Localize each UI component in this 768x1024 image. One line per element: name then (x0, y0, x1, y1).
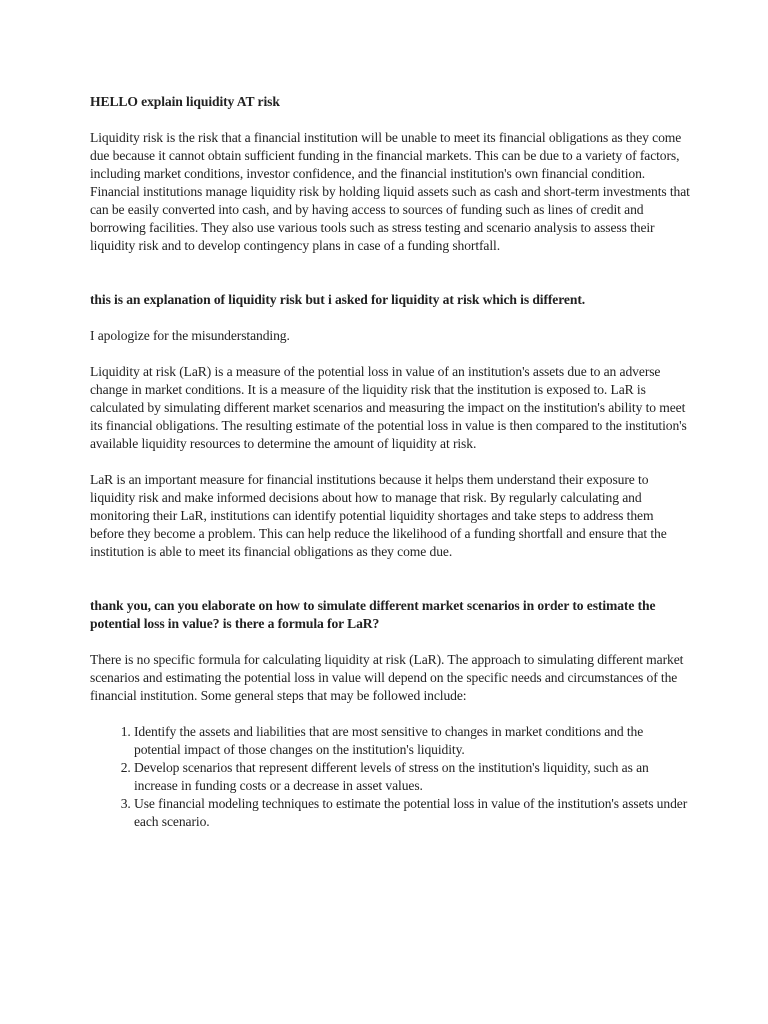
answer-1-paragraph: Liquidity risk is the risk that a financial institution will be unable to meet its financial obligations as they come due because it cannot obtain sufficient funding in the financial markets. This can be due to a variety of factors, including market conditions, investor confidence, and the financial institution's own financial condition. Financial institutions manage liquidity risk by holding liquid assets such as cash and short-term investments that can be easily converted into cash, and by having access to sources of funding such as lines of credit and borrowing facilities. They also use various tools such as stress testing and scenario analysis to assess their liquidity risk and to develop contingency plans in case of a funding shortfall. (90, 130, 690, 253)
answer-3-intro: There is no specific formula for calculating liquidity at risk (LaR). The approach to simulating different market scenarios and estimating the potential loss in value will depend on the specific needs and circumstances of the financial institution. Some general steps that may be followed include: (90, 652, 684, 703)
list-item: 1. Identify the assets and liabilities that are most sensitive to changes in market conditions and the potential impact of those changes on the institution's liquidity. (134, 723, 690, 759)
document-page (90, 93, 690, 831)
answer-3-steps-list (90, 723, 690, 831)
answer-2-importance: LaR is an important measure for financial institutions because it helps them understand their exposure to liquidity risk and make informed decisions about how to manage that risk. By regularly calculating and monitoring their LaR, institutions can identify potential liquidity shortages and take steps to address them before they become a problem. This can help reduce the likelihood of a funding shortfall and ensure that the institution is able to meet its financial obligations as they come due. (90, 472, 667, 559)
answer-2-apology: I apologize for the misunderstanding. (90, 328, 290, 343)
user-question-1: HELLO explain liquidity AT risk (90, 94, 280, 109)
user-question-3: thank you, can you elaborate on how to simulate different market scenarios in order to estimate the potential loss in value? is there a formula for LaR? (90, 598, 656, 631)
user-question-2: this is an explanation of liquidity risk but i asked for liquidity at risk which is different. (90, 292, 586, 307)
list-item: 2. Develop scenarios that represent different levels of stress on the institution's liquidity, such as an increase in funding costs or a decrease in asset values. (134, 759, 690, 795)
answer-2-definition: Liquidity at risk (LaR) is a measure of the potential loss in value of an institution's assets due to an adverse change in market conditions. It is a measure of the liquidity risk that the institution is exposed to. LaR is calculated by simulating different market scenarios and measuring the impact on the institution's ability to meet its financial obligations. The resulting estimate of the potential loss in value is then compared to the institution's available liquidity resources to determine the amount of liquidity at risk. (90, 364, 687, 451)
list-item: 3. Use financial modeling techniques to estimate the potential loss in value of the institution's assets under each scenario. (134, 795, 690, 831)
